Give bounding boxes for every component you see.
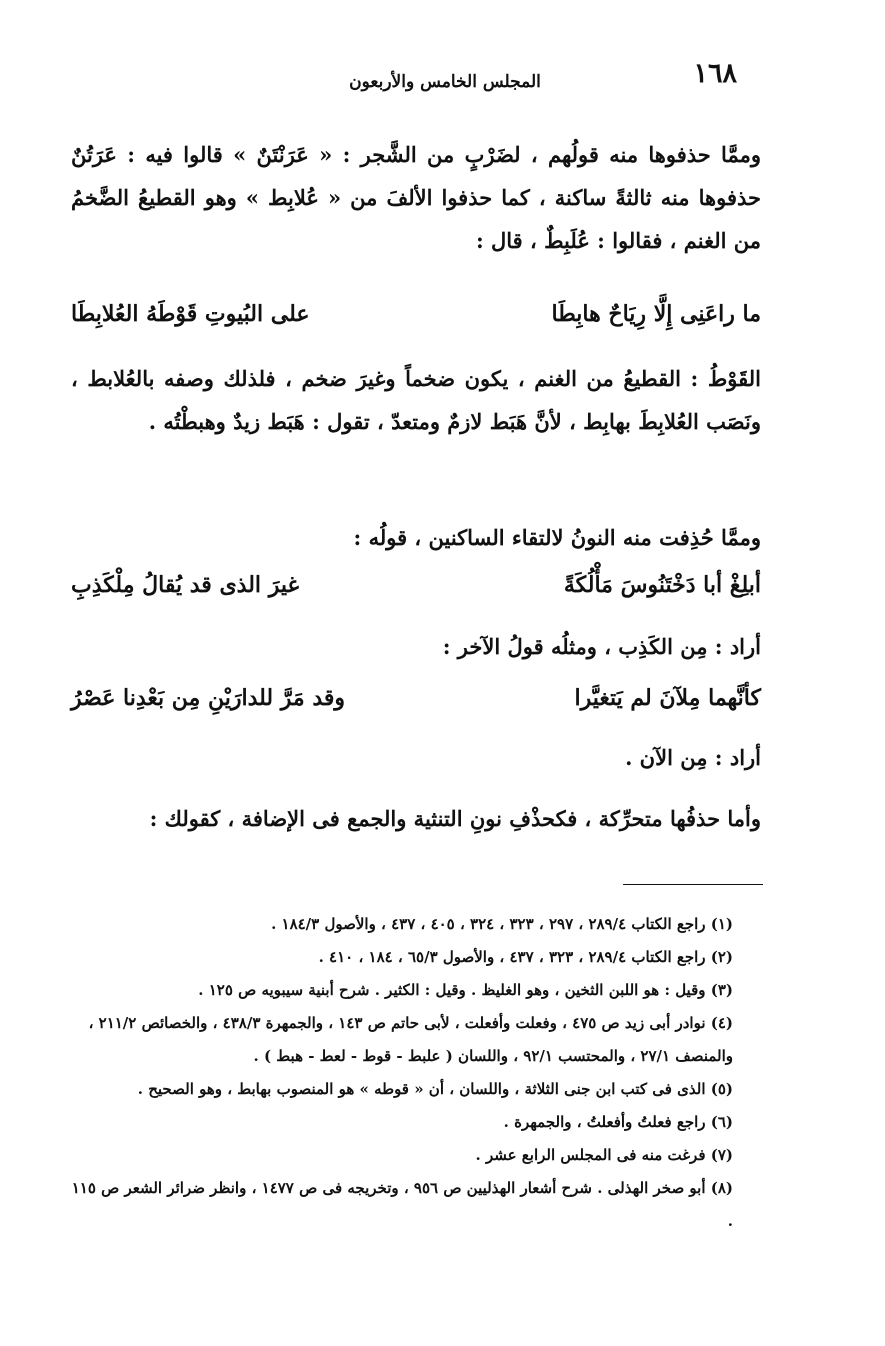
footnote-5: (٥) الذى فى كتب ابن جنى الثلاثة ، واللسان ، أن « قوطه » هو المنصوب بهابط ، وهو الصحيح . <box>137 1080 733 1098</box>
footnote-8: (٨) أبو صخر الهذلى . شرح أشعار الهذليين ص ٩٥٦ ، وتخريجه فى ص ١٤٧٧ ، وانظر ضرائر الشعر ص ١١٥ . <box>71 1179 733 1230</box>
verse-3 <box>71 676 761 720</box>
footnote-4: (٤) نوادر أبى زيد ص ٤٧٥ ، وفعلت وأفعلت ، لأبى حاتم ص ١٤٣ ، والجمهرة ٤٣٨/٣ ، والخصائص ٢١١/٢ ، والمنصف ٢٧/١ ، والمحتسب ٩٢/١ ، واللسان ( علبط - قوط - لعط - هبط ) . <box>88 1014 733 1065</box>
paragraph-1: وممَّا حذفوها منه قولُهم ، لضَرْبٍ من الشَّجر : « عَرَنْتَنٌ » قالوا فيه : عَرَتُنٌ حذفوها منه ثالثةً ساكنة ، كما حذفوا الألفَ من « عُلابِط » وهو القطيعُ الضَّخمُ من الغنم ، فقالوا : عُلَبِطٌ ، قال : <box>71 142 761 253</box>
footnote-6: (٦) راجع فعلتُ وأفعلتُ ، والجمهرة . <box>503 1113 733 1131</box>
verse-1-first-hemistich: ما راعَنِى إِلَّا رِيَاحٌ هابِطَا <box>551 301 761 327</box>
verse-1 <box>71 292 761 336</box>
verse-3-second-hemistich: وقد مَرَّ للدارَيْنِ مِن بَعْدِنا عَصْرُ <box>71 685 346 711</box>
paragraph-2: القَوْطُ : القطيعُ من الغنم ، يكون ضخماً وغيرَ ضخم ، فلذلك وصفه بالعُلابط ، ونَصَب العُلابِطَ بهابِط ، لأنَّ هَبَط لازمٌ ومتعدّ ، تقول : هَبَط زيدٌ وهبطْتُه . <box>71 366 761 434</box>
footnotes <box>71 908 761 1238</box>
footnote-1: (١) راجع الكتاب ٢٨٩/٤ ، ٢٩٧ ، ٣٢٣ ، ٣٢٤ ، ٤٠٥ ، ٤٣٧ ، والأصول ١٨٤/٣ . <box>271 915 733 933</box>
paragraph-5: أراد : مِن الآن . <box>625 745 761 770</box>
page-number: ١٦٨ <box>693 58 737 89</box>
verse-3-first-hemistich: كأنَّهما مِلآنَ لم يَتغيَّرا <box>574 685 761 711</box>
running-title: المجلس الخامس والأربعون <box>349 72 541 92</box>
footnote-2: (٢) راجع الكتاب ٢٨٩/٤ ، ٣٢٣ ، ٤٣٧ ، والأصول ٦٥/٣ ، ١٨٤ ، ٤١٠ . <box>318 948 733 966</box>
paragraph-4: أراد : مِن الكَذِب ، ومثلُه قولُ الآخر : <box>442 634 761 659</box>
verse-1-second-hemistich: على البُيوتِ قَوْطَهُ العُلابِطَا <box>71 301 310 327</box>
verse-2-first-hemistich: أبلِغْ أبا دَخْتَنُوسَ مَأْلُكَةً <box>563 572 761 598</box>
verse-2 <box>71 563 761 607</box>
footnote-7: (٧) فرغت منه فى المجلس الرابع عشر . <box>475 1146 733 1164</box>
paragraph-6: وأما حذفُها متحرِّكة ، فكحذْفِ نونِ التنثية والجمع فى الإضافة ، كقولك : <box>149 806 761 831</box>
footnote-separator <box>623 884 763 885</box>
footnote-3: (٣) وقيل : هو اللبن الثخين ، وهو الغليظ . وقيل : الكثير . شرح أبنية سيبويه ص ١٢٥ . <box>198 981 733 999</box>
verse-2-second-hemistich: غيرَ الذى قد يُقالُ مِلْكَذِبِ <box>71 572 299 598</box>
paragraph-3: وممَّا حُذِفت منه النونُ لالتقاء الساكنين ، قولُه : <box>353 525 761 550</box>
